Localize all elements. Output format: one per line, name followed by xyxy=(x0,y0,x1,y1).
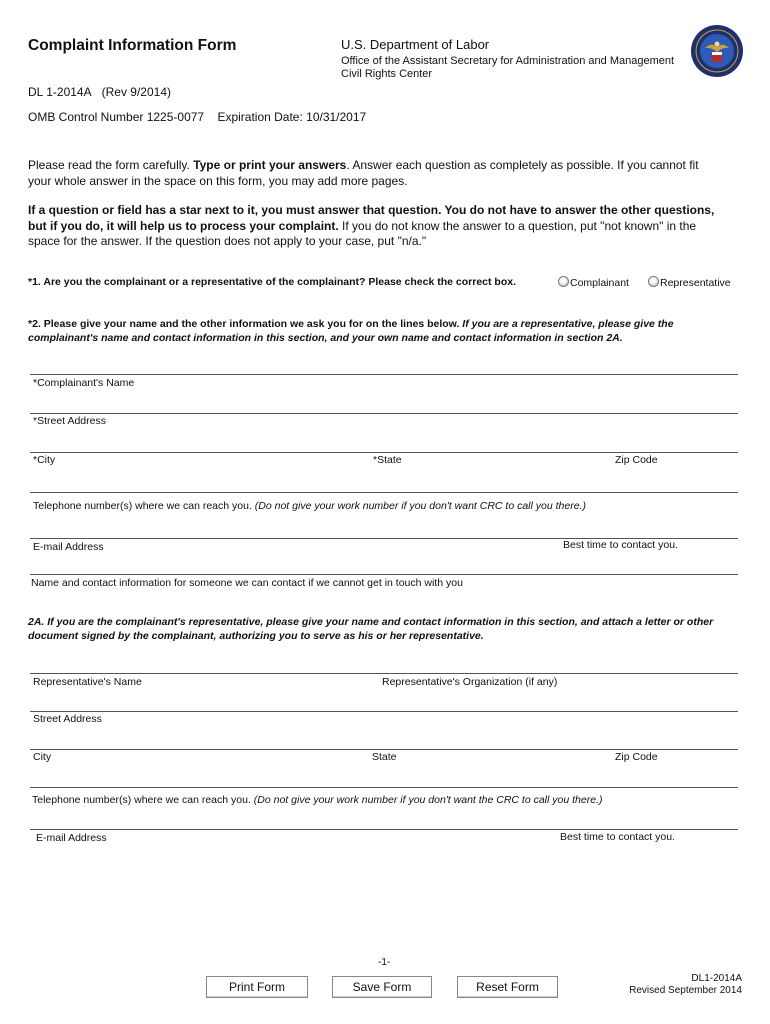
rep-email-input[interactable] xyxy=(30,810,554,830)
phone-label xyxy=(33,500,586,512)
rep-org-input[interactable] xyxy=(380,654,742,674)
question-2a: 2A. If you are the complainant's representative, please give your name and contact information in this section, and attach a letter or other document signed by the complainant, authorizing you to serve as his or her representative. xyxy=(28,616,714,642)
radio-representative[interactable] xyxy=(648,276,659,287)
rep-org-label: Representative's Organization (if any) xyxy=(382,676,558,688)
rep-state-input[interactable] xyxy=(370,730,604,750)
intro-p1-c: . Answer each question as completely as possible. If you cannot fit your whole answer in the space on this form, you may add more pages. xyxy=(28,158,699,188)
best-time-label: Best time to contact you. xyxy=(563,539,678,551)
radio-complainant-option[interactable] xyxy=(558,276,629,289)
footer-form-id: DL1-2014A xyxy=(691,973,742,984)
radio-complainant[interactable] xyxy=(558,276,569,287)
radio-complainant-label: Complainant xyxy=(570,277,629,289)
center-name: Civil Rights Center xyxy=(341,68,433,80)
form-title: Complaint Information Form xyxy=(28,37,237,54)
rep-phone-label-a: Telephone number(s) where we can reach you. xyxy=(32,794,254,806)
rep-best-time-input[interactable] xyxy=(558,810,742,830)
rep-state-label: State xyxy=(372,751,397,763)
save-form-button[interactable]: Save Form xyxy=(332,976,432,998)
phone-label-note: (Do not give your work number if you don't want CRC to call you there.) xyxy=(254,500,586,512)
omb-line xyxy=(28,110,366,124)
question-2-b: If you are a representative, please give the complainant's name and contact information in this section, and your own name and contact information in section 2A. xyxy=(28,318,674,344)
complainant-name-input[interactable] xyxy=(30,355,742,375)
phone-label-a: Telephone number(s) where we can reach you. xyxy=(33,500,255,512)
form-number-value: DL 1-2014A xyxy=(28,85,92,99)
question-1: *1. Are you the complainant or a representative of the complainant? Please check the correct box. xyxy=(28,276,517,288)
rep-phone-label-note: (Do not give your work number if you don't want the CRC to call you there.) xyxy=(253,794,603,806)
omb-number: OMB Control Number 1225-0077 xyxy=(28,110,205,124)
print-form-button[interactable]: Print Form xyxy=(206,976,308,998)
intro-p1-bold: Type or print your answers xyxy=(193,158,347,172)
rep-best-time-label: Best time to contact you. xyxy=(560,831,675,843)
rep-email-label: E-mail Address xyxy=(36,832,107,844)
rep-name-label: Representative's Name xyxy=(33,676,142,688)
email-label: E-mail Address xyxy=(33,541,104,553)
email-input[interactable] xyxy=(30,519,554,539)
rep-city-input[interactable] xyxy=(30,730,364,750)
intro-paragraph-2 xyxy=(28,203,718,250)
rep-city-label: City xyxy=(33,751,52,763)
rep-street-input[interactable] xyxy=(30,692,742,712)
rep-name-input[interactable] xyxy=(30,654,374,674)
reset-form-button[interactable]: Reset Form xyxy=(457,976,558,998)
office-name: Office of the Assistant Secretary for Administration and Management xyxy=(341,55,675,67)
street-address-input[interactable] xyxy=(30,394,742,414)
radio-representative-option[interactable] xyxy=(648,276,731,289)
best-time-input[interactable] xyxy=(560,519,742,539)
revision: (Rev 9/2014) xyxy=(101,85,171,99)
intro-p1-a: Please read the form carefully. xyxy=(28,158,194,172)
zip-label: Zip Code xyxy=(615,454,658,466)
city-input[interactable] xyxy=(30,433,364,453)
zip-input[interactable] xyxy=(612,433,742,453)
state-input[interactable] xyxy=(370,433,604,453)
question-2 xyxy=(28,317,733,345)
page-number: -1- xyxy=(378,957,391,968)
rep-phone-label xyxy=(32,794,602,806)
agency-name: U.S. Department of Labor xyxy=(341,37,490,52)
dol-seal-icon xyxy=(690,24,744,78)
question-2-a: *2. Please give your name and the other information we ask you for on the lines below. xyxy=(28,318,463,330)
expiration-date: Expiration Date: 10/31/2017 xyxy=(217,110,367,124)
city-label: *City xyxy=(33,454,56,466)
alt-contact-input[interactable] xyxy=(30,555,742,575)
phone-input[interactable] xyxy=(30,473,742,493)
intro-paragraph-1 xyxy=(28,158,718,189)
rep-zip-input[interactable] xyxy=(612,730,742,750)
intro-p2-b: If you do not know the answer to a question, put "not known" in the space for the answer. If the question does not apply to your case, put "n/a." xyxy=(28,218,697,248)
complainant-name-label: *Complainant's Name xyxy=(33,377,135,389)
street-address-label: *Street Address xyxy=(33,415,106,427)
rep-phone-input[interactable] xyxy=(30,768,742,788)
alt-contact-label: Name and contact information for someone we can contact if we cannot get in touch with you xyxy=(31,577,463,589)
rep-street-label: Street Address xyxy=(33,713,102,725)
rep-zip-label: Zip Code xyxy=(615,751,658,763)
radio-representative-label: Representative xyxy=(660,277,731,289)
form-number xyxy=(28,85,171,99)
footer-revised: Revised September 2014 xyxy=(629,985,742,996)
state-label: *State xyxy=(373,454,402,466)
intro-p2-bold: If a question or field has a star next to it, you must answer that question. You do not have to answer the other questions, but if you do, it will help us to process your complaint. xyxy=(28,203,715,233)
